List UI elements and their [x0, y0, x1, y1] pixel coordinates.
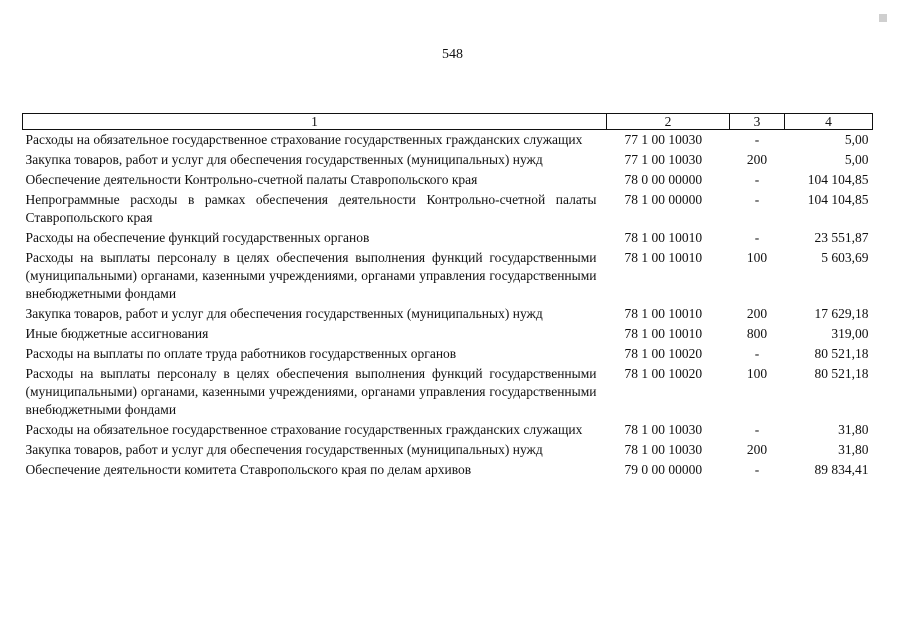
table-row [23, 344, 873, 364]
header-col-3: 3 [730, 114, 785, 130]
expense-name-cell: Обеспечение деятельности комитета Ставропольского края по делам архивов [25, 462, 472, 477]
budget-code-cell: 78 1 00 10010 [624, 306, 703, 321]
table-row [23, 130, 873, 151]
budget-code-cell: 78 1 00 10030 [624, 442, 703, 457]
budget-code-cell: 78 0 00 00000 [624, 172, 703, 187]
expense-name-cell: Закупка товаров, работ и услуг для обеспечения государственных (муниципальных) нужд [25, 152, 543, 167]
expense-name-cell: Расходы на выплаты по оплате труда работников государственных органов [25, 346, 457, 361]
table-row [23, 228, 873, 248]
amount-cell: 104 104,85 [807, 172, 869, 187]
header-col-4: 4 [785, 114, 873, 130]
table-row [23, 150, 873, 170]
header-row [23, 114, 873, 130]
table-body [23, 130, 873, 481]
expense-type-cell: 200 [746, 442, 768, 457]
amount-cell: 31,80 [838, 442, 869, 457]
expense-name-cell: Закупка товаров, работ и услуг для обеспечения государственных (муниципальных) нужд [25, 306, 543, 321]
table-header [23, 114, 873, 130]
amount-cell: 319,00 [831, 326, 869, 341]
expense-type-cell: - [754, 192, 760, 207]
amount-cell: 104 104,85 [807, 192, 869, 207]
expense-type-cell: - [754, 230, 760, 245]
amount-cell: 5,00 [844, 132, 869, 147]
table-row [23, 460, 873, 480]
budget-code-cell: 78 1 00 10010 [624, 250, 703, 265]
amount-cell: 80 521,18 [814, 366, 869, 381]
page-number: 548 [442, 47, 463, 62]
expense-name-cell: Расходы на выплаты персоналу в целях обеспечения выполнения функций государственными (муниципальными) органами, казенными учреждениями, органами управления государственными внебюджетными фондами [25, 250, 597, 301]
expense-name-cell: Иные бюджетные ассигнования [25, 326, 209, 341]
budget-code-cell: 78 1 00 00000 [624, 192, 703, 207]
amount-cell: 5 603,69 [821, 250, 869, 265]
expense-name-cell: Обеспечение деятельности Контрольно-счетной палаты Ставропольского края [25, 172, 478, 187]
budget-code-cell: 78 1 00 10020 [624, 366, 703, 381]
expense-type-cell: - [754, 462, 760, 477]
table-row [23, 170, 873, 190]
expense-type-cell: - [754, 132, 760, 147]
table-row [23, 364, 873, 420]
expense-name-cell: Непрограммные расходы в рамках обеспечения деятельности Контрольно-счетной палаты Ставропольского края [25, 192, 597, 225]
amount-cell: 31,80 [838, 422, 869, 437]
header-col-2: 2 [607, 114, 730, 130]
scan-corner-mark [879, 14, 887, 22]
table-row [23, 190, 873, 228]
table-row [23, 440, 873, 460]
expense-type-cell: - [754, 172, 760, 187]
expense-name-cell: Расходы на обязательное государственное страхование государственных гражданских служащих [25, 422, 583, 437]
expense-type-cell: 100 [746, 366, 768, 381]
expense-type-cell: 200 [746, 152, 768, 167]
table-row [23, 420, 873, 440]
expense-type-cell: 200 [746, 306, 768, 321]
budget-code-cell: 78 1 00 10030 [624, 422, 703, 437]
amount-cell: 89 834,41 [814, 462, 869, 477]
amount-cell: 23 551,87 [814, 230, 869, 245]
amount-cell: 5,00 [844, 152, 869, 167]
header-col-1: 1 [23, 114, 607, 130]
budget-code-cell: 78 1 00 10010 [624, 230, 703, 245]
budget-table [22, 113, 873, 480]
table-row [23, 304, 873, 324]
amount-cell: 17 629,18 [814, 306, 869, 321]
table-row [23, 324, 873, 344]
budget-code-cell: 77 1 00 10030 [624, 152, 703, 167]
expense-name-cell: Расходы на обеспечение функций государственных органов [25, 230, 370, 245]
expense-name-cell: Закупка товаров, работ и услуг для обеспечения государственных (муниципальных) нужд [25, 442, 543, 457]
budget-code-cell: 78 1 00 10020 [624, 346, 703, 361]
budget-code-cell: 77 1 00 10030 [624, 132, 703, 147]
expense-type-cell: 100 [746, 250, 768, 265]
budget-code-cell: 79 0 00 00000 [624, 462, 703, 477]
expense-type-cell: - [754, 346, 760, 361]
amount-cell: 80 521,18 [814, 346, 869, 361]
table-row [23, 248, 873, 304]
expense-name-cell: Расходы на выплаты персоналу в целях обеспечения выполнения функций государственными (муниципальными) органами, казенными учреждениями, органами управления государственными внебюджетными фондами [25, 366, 597, 417]
expense-type-cell: - [754, 422, 760, 437]
budget-code-cell: 78 1 00 10010 [624, 326, 703, 341]
expense-name-cell: Расходы на обязательное государственное страхование государственных гражданских служащих [25, 132, 583, 147]
expense-type-cell: 800 [746, 326, 768, 341]
